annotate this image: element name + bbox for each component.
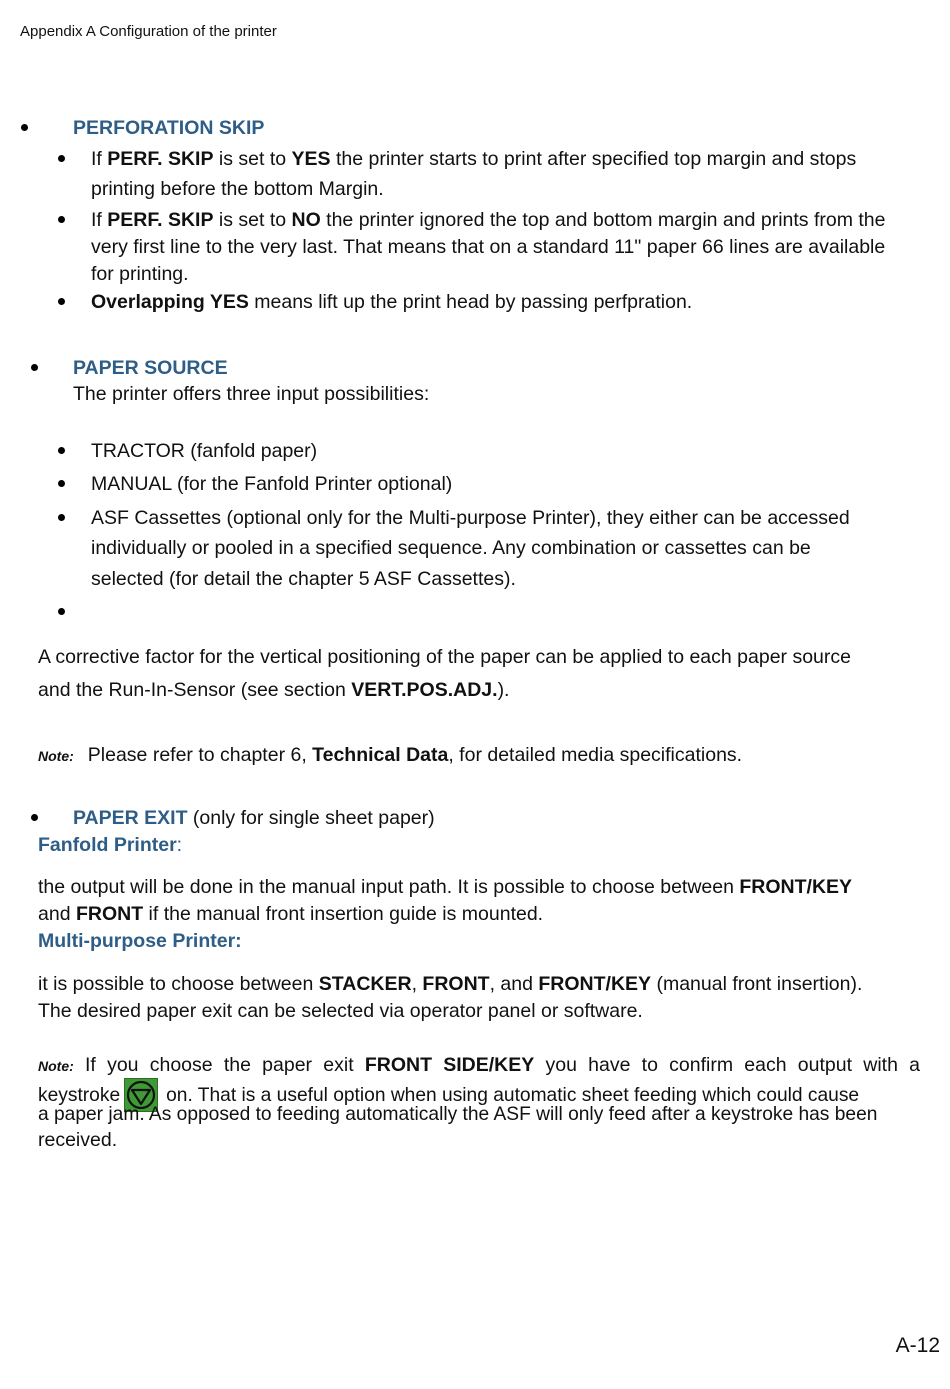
multi-purpose-line1 [38,971,862,997]
text-run: if the manual front insertion guide is mounted. [143,903,544,925]
perf-skip-yes-line1 [91,146,856,172]
text-run: : [176,834,183,856]
text-run: If [91,209,108,231]
source-item-asf-line3: selected (for detail the chapter 5 ASF Cassettes). [91,568,516,590]
fanfold-printer-heading [38,832,182,858]
text-run: the printer ignored the top and bottom margin and prints from the [320,209,886,231]
bullet-icon [58,216,65,223]
text-run: If [91,148,108,170]
bullet-icon [31,364,38,371]
bullet-icon [58,514,65,521]
text-run: is set to [213,148,292,170]
heading-text: Fanfold Printer [38,834,177,856]
text-run: is set to [213,209,292,231]
keyword: Technical Data [312,744,449,766]
perf-skip-yes-line2: printing before the bottom Margin. [91,178,384,200]
paper-exit-heading [73,805,435,831]
keyword: VERT.POS.ADJ. [351,679,498,701]
bullet-icon [58,155,65,162]
source-item-tractor: TRACTOR (fanfold paper) [91,440,318,462]
perf-skip-no-line2: very first line to the very last. That means that on a standard 11" paper 66 lines are available [91,236,886,258]
text-run: you have to confirm each output with a [534,1054,920,1076]
text-run: ). [497,679,510,701]
bullet-icon [31,814,38,821]
note-front-side-key-line3: a paper jam. As opposed to feeding automatically the ASF will only feed after a keystroke has been [38,1104,878,1125]
bullet-icon [21,124,28,131]
bullet-icon [58,480,65,487]
text-run: Please refer to chapter 6, [87,744,313,766]
keyword: STACKER [318,973,412,995]
fanfold-line2 [38,901,543,927]
perf-skip-no-line3: for printing. [91,263,189,285]
perforation-skip-heading: PERFORATION SKIP [73,117,265,139]
fanfold-line1 [38,874,852,900]
text-run: and [38,903,76,925]
keyword: PERF. SKIP [107,209,214,231]
note-label: Note: [38,1058,74,1074]
paper-source-heading: PAPER SOURCE [73,357,228,379]
text-run: , for detailed media specifications. [448,744,743,766]
corrective-factor-line1: A corrective factor for the vertical positioning of the paper can be applied to each paper source [38,646,851,668]
source-item-asf-line2: individually or pooled in a specified sequence. Any combination or cassettes can be [91,537,811,559]
note-label: Note: [38,748,74,764]
note-front-side-key-line1 [38,1053,920,1079]
keyword: FRONT/KEY [538,973,652,995]
note-technical-data [38,742,742,769]
text-run: (only for single sheet paper) [187,807,435,829]
keyword: PERF. SKIP [107,148,214,170]
bullet-icon [58,608,65,615]
keyword: NO [291,209,321,231]
text-run: the printer starts to print after specified top margin and stops [330,148,857,170]
text-run: means lift up the print head by passing perfpration. [248,291,693,313]
text-run: on. That is a useful option when using automatic sheet feeding which could cause [166,1085,860,1106]
keyword: FRONT [75,903,144,925]
keyword: FRONT SIDE/KEY [364,1054,535,1076]
paper-source-intro: The printer offers three input possibilities: [73,383,430,405]
bullet-icon [58,298,65,305]
note-front-side-key-line4: received. [38,1129,118,1151]
text-run: , [411,973,423,995]
heading-text: PAPER EXIT [73,807,188,829]
page-header: Appendix A Configuration of the printer [20,23,277,40]
source-item-asf: ASF Cassettes (optional only for the Multi-purpose Printer), they either can be accessed [91,507,850,529]
bullet-icon [58,447,65,454]
text-run: the output will be done in the manual input path. It is possible to choose between [38,876,740,898]
source-item-manual: MANUAL (for the Fanfold Printer optional) [91,473,453,495]
keyword: Overlapping YES [91,291,249,313]
multi-purpose-printer-heading: Multi-purpose Printer: [38,930,242,952]
keyword: FRONT/KEY [739,876,853,898]
corrective-factor-line2 [38,677,509,703]
text-run: keystroke [38,1085,121,1106]
text-run: , and [489,973,539,995]
text-run: it is possible to choose between [38,973,319,995]
page-number: A-12 [895,1334,940,1357]
multi-purpose-line2: The desired paper exit can be selected via operator panel or software. [38,1000,643,1022]
text-run: and the Run-In-Sensor (see section [38,679,352,701]
perf-skip-no-line1 [91,207,886,233]
keyword: YES [291,148,331,170]
overlapping-line [91,289,692,315]
text-run: (manual front insertion). [651,973,863,995]
text-run: If you choose the paper exit [73,1054,365,1076]
keyword: FRONT [422,973,490,995]
